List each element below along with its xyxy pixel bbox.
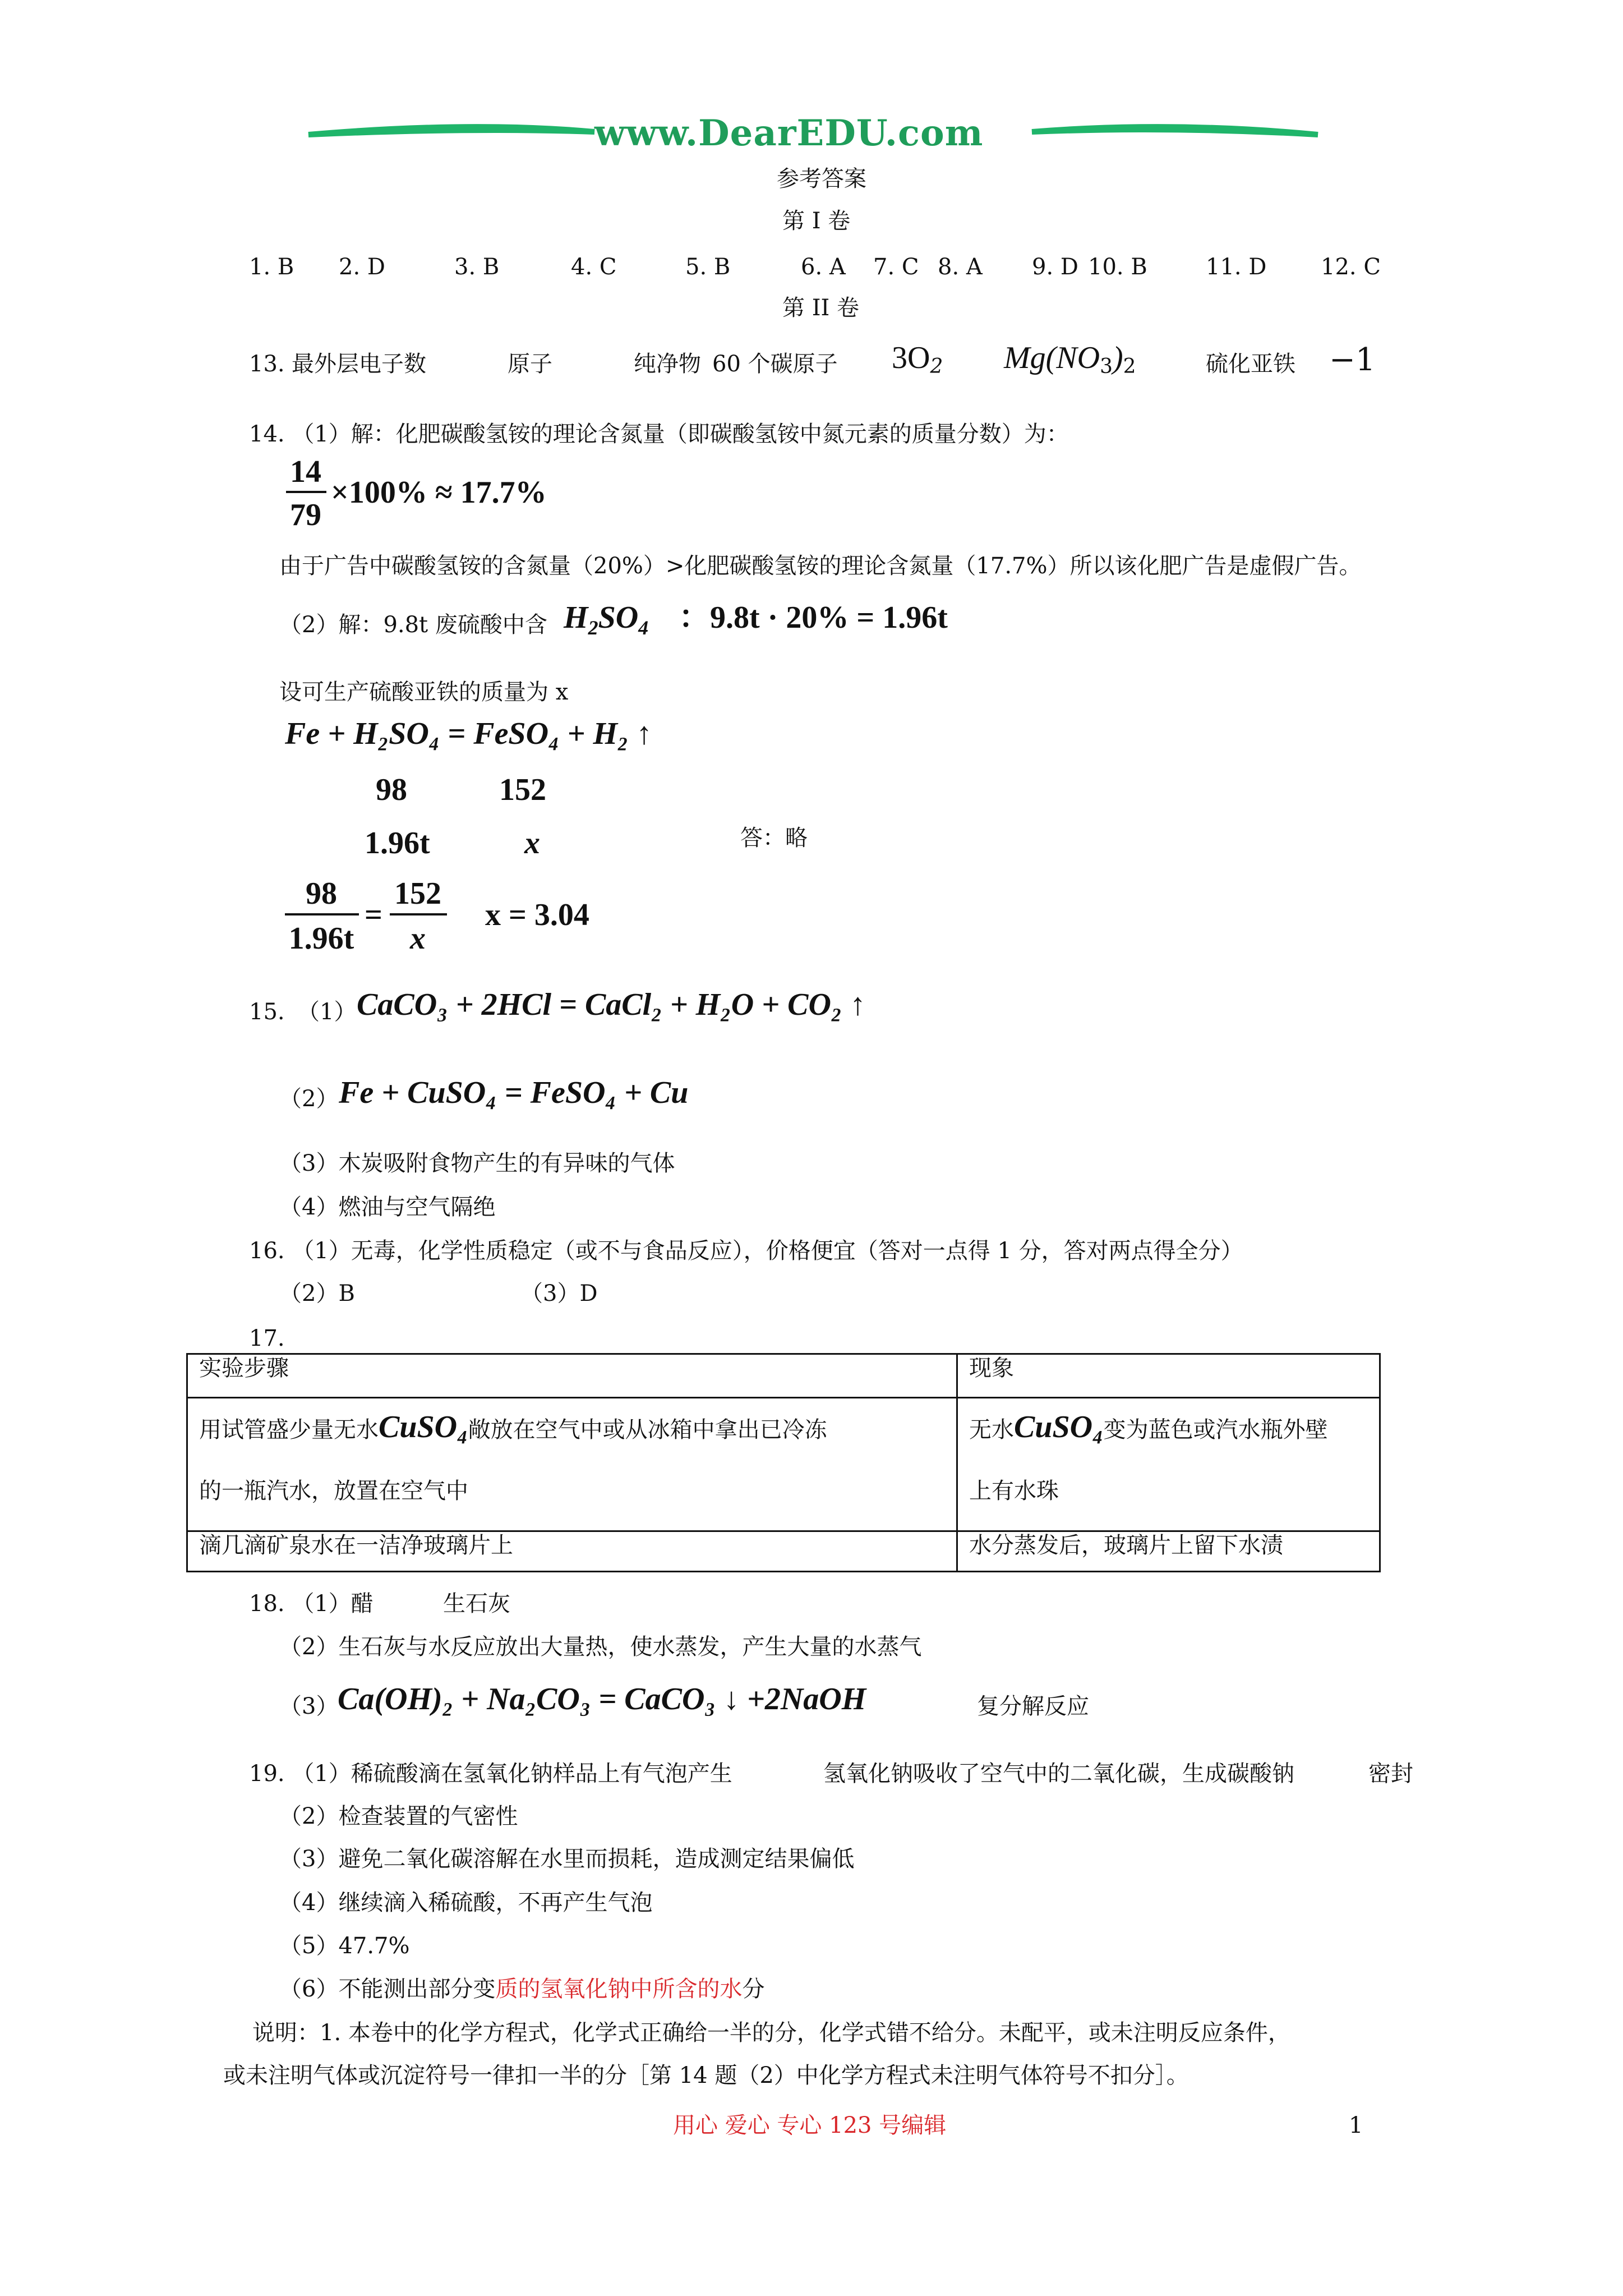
q14-ratio-num: 152 [394,876,441,911]
q14-expression: ×100% ≈ 17.7% [331,475,547,510]
mc-answer: 3. B [454,254,500,280]
fraction-bar [285,913,359,915]
q14-result: x = 3.04 [485,898,589,932]
q17-number: 17. [249,1326,285,1351]
table-row [187,1398,1380,1531]
mc-answer: 2. D [339,254,385,280]
q14-line1: 14. （1）解：化肥碳酸氢铵的理论含氮量（即碳酸氢铵中氮元素的质量分数）为： [249,421,1069,447]
mc-answer: 12. C [1321,254,1381,280]
q18-reaction-type: 复分解反应 [977,1694,1089,1719]
q14-actual-mass: 1.96t [365,826,430,861]
q18-line1: 18. （1）醋 [249,1591,374,1617]
table-row [187,1531,1380,1572]
q18-part3-label: （3） [279,1694,339,1719]
q14-part2-label: （2）解：9.8t 废硫酸中含 [279,612,547,638]
q15-part2-label: （2） [279,1086,339,1112]
q13-answer: 最外层电子数 [292,351,426,377]
q15-equation2: Fe + CuSO₄ = FeSO₄ + Cu [339,1075,689,1110]
q19-part5: （5）47.7% [279,1933,410,1959]
q14-part2-expression: ：9.8t · 20% = 1.96t [679,600,948,635]
note-line1: 说明：1. 本卷中的化学方程式，化学式正确给一半的分，化学式错不给分。未配平，或未注明反应条件， [252,2020,1290,2046]
q19-part2: （2）检查装置的气密性 [279,1803,518,1829]
page-number: 1 [1349,2113,1363,2138]
q17-table [186,1353,1381,1572]
fraction-bar [286,491,326,493]
part-two-heading: 第 II 卷 [782,295,860,321]
mc-answer: 11. D [1206,254,1267,280]
q14-frac-num: 14 [290,454,321,489]
q14-ratio-den: 1.96t [288,921,354,956]
mc-answer: 8. A [938,254,983,280]
q16-part3: （3）D [520,1281,598,1306]
q18-line1b: 生石灰 [443,1591,510,1617]
mc-answer: 10. B [1088,254,1147,280]
q14-answer: 答：略 [740,825,808,851]
q19-part3: （3）避免二氧化碳溶解在水里而损耗，造成测定结果偏低 [279,1846,855,1872]
q19-line1a: 19. （1）稀硫酸滴在氢氧化钠样品上有气泡产生 [249,1761,732,1787]
q18-part2: （2）生石灰与水反应放出大量热，使水蒸发，产生大量的水蒸气 [279,1634,922,1660]
q13-formula-mgno3: $Mg(NO_3)_2$ [1004,341,1136,378]
footer-text: 用心 爱心 专心 123 号编辑 [673,2113,947,2138]
q14-ratio-den: x [410,921,426,956]
page-title: 参考答案 [777,166,866,192]
q13-number: 13. [249,351,285,377]
note-line2: 或未注明气体或沉淀符号一律扣一半的分［第 14 题（2）中化学方程式未注明气体符号不扣分］。 [223,2063,1189,2088]
q15-part3: （3）木炭吸附食物产生的有异味的气体 [279,1151,675,1176]
part-one-heading: 第 I 卷 [782,208,851,234]
q14-h2so4: $H_2SO_4$ [564,600,649,639]
q14-equation: Fe + H₂SO₄ = FeSO₄ + H₂ ↑ [285,716,652,751]
q14-ratio-num: 98 [306,876,337,911]
table-cell: 滴几滴矿泉水在一洁净玻璃片上 [187,1531,957,1572]
q14-set-x: 设可生产硫酸亚铁的质量为 x [279,679,569,705]
mc-answer: 1. B [249,254,294,280]
table-cell: 无水CuSO₄变为蓝色或汽水瓶外壁 上有水珠 [957,1398,1380,1531]
q15-part1-label: （1） [297,999,357,1025]
mc-answer: 7. C [873,254,919,280]
fraction-bar [390,913,447,915]
mc-answer: 6. A [801,254,846,280]
q16-part2: （2）B [279,1281,355,1306]
q19-line1b: 氢氧化钠吸收了空气中的二氧化碳，生成碳酸钠 [823,1761,1294,1787]
q13-formula-o2: $3O_2$ [892,341,943,378]
q19-part4: （4）继续滴入稀硫酸，不再产生气泡 [279,1890,653,1916]
q13-answer: 原子 [508,351,552,377]
q13-answer: 硫化亚铁 [1206,351,1295,377]
q14-conclusion: 由于广告中碳酸氢铵的含氮量（20%）>化肥碳酸氢铵的理论含氮量（17.7%）所以该化肥广告是虚假广告。 [279,553,1362,579]
mc-answer: 9. D [1032,254,1078,280]
site-logo-text: www.DearEDU.com [594,112,984,154]
q14-molar-mass: 152 [499,772,546,807]
mc-answer: 5. B [685,254,731,280]
q13-answer: 纯净物 [634,351,701,377]
table-cell: 水分蒸发后，玻璃片上留下水渍 [957,1531,1380,1572]
q14-molar-mass: 98 [376,772,407,807]
q14-actual-mass: x [524,826,540,861]
q15-number: 15. [249,999,285,1025]
table-header-cell: 实验步骤 [187,1354,957,1398]
q19-part6: （6）不能测出部分变质的氢氧化钠中所含的水分 [279,1976,765,2002]
q14-frac-den: 79 [290,498,321,532]
mc-answer: 4. C [571,254,617,280]
q15-equation1: CaCO₃ + 2HCl = CaCl₂ + H₂O + CO₂ ↑ [357,987,866,1022]
q13-answer: 60 个碳原子 [712,351,838,377]
q16-line1: 16. （1）无毒，化学性质稳定（或不与食品反应），价格便宜（答对一点得 1 分，答对两点得全分） [249,1238,1243,1264]
table-cell: 用试管盛少量无水CuSO₄敞放在空气中或从冰箱中拿出已冷冻 的一瓶汽水，放置在空气中 [187,1398,957,1531]
table-header-cell: 现象 [957,1354,1380,1398]
equals-sign: = [365,898,382,932]
q13-valence: −1 [1329,342,1376,378]
q19-line1c: 密封 [1368,1761,1413,1787]
q15-part4: （4）燃油与空气隔绝 [279,1194,496,1220]
q18-equation: Ca(OH)₂ + Na₂CO₃ = CaCO₃ ↓ +2NaOH [338,1682,866,1717]
table-row [187,1354,1380,1398]
